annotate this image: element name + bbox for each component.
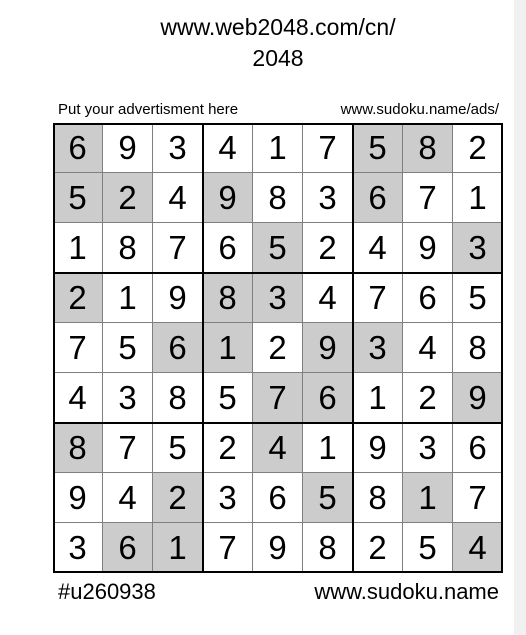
sudoku-cell-r9c9[interactable]: 4 [453,523,503,573]
sudoku-cell-r6c6[interactable]: 6 [303,373,353,423]
sudoku-cell-r5c9[interactable]: 8 [453,323,503,373]
sudoku-cell-r7c9[interactable]: 6 [453,423,503,473]
sudoku-cell-r3c7[interactable]: 4 [353,223,403,273]
sudoku-cell-r2c8[interactable]: 7 [403,173,453,223]
sudoku-cell-r4c5[interactable]: 3 [253,273,303,323]
sudoku-cell-r9c5[interactable]: 9 [253,523,303,573]
sudoku-cell-r6c2[interactable]: 3 [103,373,153,423]
sudoku-cell-r9c3[interactable]: 1 [153,523,203,573]
sudoku-cell-r9c8[interactable]: 5 [403,523,453,573]
sudoku-cell-r5c2[interactable]: 5 [103,323,153,373]
sudoku-cell-r2c7[interactable]: 6 [353,173,403,223]
sudoku-cell-r2c9[interactable]: 1 [453,173,503,223]
sudoku-cell-r7c4[interactable]: 2 [203,423,253,473]
sudoku-cell-r2c4[interactable]: 9 [203,173,253,223]
sudoku-cell-r1c2[interactable]: 9 [103,123,153,173]
site-url[interactable]: www.web2048.com/cn/ [160,14,396,40]
sudoku-cell-r8c9[interactable]: 7 [453,473,503,523]
sudoku-cell-r8c2[interactable]: 4 [103,473,153,523]
sudoku-cell-r4c8[interactable]: 6 [403,273,453,323]
sudoku-cell-r1c6[interactable]: 7 [303,123,353,173]
sudoku-cell-r2c1[interactable]: 5 [53,173,103,223]
sudoku-cell-r8c6[interactable]: 5 [303,473,353,523]
sudoku-cell-r5c3[interactable]: 6 [153,323,203,373]
sudoku-cell-r3c8[interactable]: 9 [403,223,453,273]
sudoku-cell-r4c9[interactable]: 5 [453,273,503,323]
sudoku-cell-r5c7[interactable]: 3 [353,323,403,373]
sudoku-cell-r4c2[interactable]: 1 [103,273,153,323]
puzzle-id: #u260938 [58,579,156,604]
sudoku-cell-r1c5[interactable]: 1 [253,123,303,173]
sudoku-cell-r1c4[interactable]: 4 [203,123,253,173]
page-edge-strip [514,0,526,635]
sudoku-cell-r2c3[interactable]: 4 [153,173,203,223]
sudoku-cell-r7c2[interactable]: 7 [103,423,153,473]
sudoku-cell-r6c1[interactable]: 4 [53,373,103,423]
sudoku-cell-r7c6[interactable]: 1 [303,423,353,473]
sudoku-cell-r9c6[interactable]: 8 [303,523,353,573]
sudoku-cell-r5c4[interactable]: 1 [203,323,253,373]
sudoku-cell-r8c1[interactable]: 9 [53,473,103,523]
sudoku-cell-r9c4[interactable]: 7 [203,523,253,573]
sudoku-cell-r1c8[interactable]: 8 [403,123,453,173]
sudoku-cell-r6c4[interactable]: 5 [203,373,253,423]
sudoku-cell-r1c3[interactable]: 3 [153,123,203,173]
sudoku-cell-r6c8[interactable]: 2 [403,373,453,423]
sudoku-cell-r8c5[interactable]: 6 [253,473,303,523]
page-subtitle: 2048 [252,45,304,71]
sudoku-cell-r8c4[interactable]: 3 [203,473,253,523]
sudoku-cell-r5c1[interactable]: 7 [53,323,103,373]
sudoku-cell-r5c6[interactable]: 9 [303,323,353,373]
sudoku-cell-r3c6[interactable]: 2 [303,223,353,273]
sudoku-cell-r6c3[interactable]: 8 [153,373,203,423]
sudoku-cell-r1c9[interactable]: 2 [453,123,503,173]
sudoku-cell-r7c5[interactable]: 4 [253,423,303,473]
advertisement-text: Put your advertisment here [58,101,239,118]
sudoku-cell-r4c6[interactable]: 4 [303,273,353,323]
sudoku-cell-r6c7[interactable]: 1 [353,373,403,423]
sudoku-cell-r4c3[interactable]: 9 [153,273,203,323]
sudoku-cell-r8c8[interactable]: 1 [403,473,453,523]
sudoku-cell-r7c1[interactable]: 8 [53,423,103,473]
sudoku-cell-r9c7[interactable]: 2 [353,523,403,573]
sudoku-cell-r2c5[interactable]: 8 [253,173,303,223]
sudoku-cell-r9c1[interactable]: 3 [53,523,103,573]
sudoku-cell-r3c4[interactable]: 6 [203,223,253,273]
sudoku-cell-r8c7[interactable]: 8 [353,473,403,523]
sudoku-cell-r2c2[interactable]: 2 [103,173,153,223]
sudoku-cell-r4c1[interactable]: 2 [53,273,103,323]
sudoku-cell-r3c1[interactable]: 1 [53,223,103,273]
sudoku-cell-r3c2[interactable]: 8 [103,223,153,273]
sudoku-cell-r2c6[interactable]: 3 [303,173,353,223]
sudoku-cell-r7c3[interactable]: 5 [153,423,203,473]
sudoku-cell-r4c4[interactable]: 8 [203,273,253,323]
sudoku-cell-r7c8[interactable]: 3 [403,423,453,473]
sudoku-cell-r6c5[interactable]: 7 [253,373,303,423]
sudoku-cell-r4c7[interactable]: 7 [353,273,403,323]
sudoku-cell-r1c1[interactable]: 6 [53,123,103,173]
sudoku-cell-r3c5[interactable]: 5 [253,223,303,273]
sudoku-cell-r7c7[interactable]: 9 [353,423,403,473]
footer-site-url[interactable]: www.sudoku.name [314,579,499,604]
sudoku-cell-r1c7[interactable]: 5 [353,123,403,173]
sudoku-cell-r5c5[interactable]: 2 [253,323,303,373]
sudoku-cell-r6c9[interactable]: 9 [453,373,503,423]
sudoku-grid [53,123,503,573]
ads-link[interactable]: www.sudoku.name/ads/ [340,101,499,118]
sudoku-cell-r3c9[interactable]: 3 [453,223,503,273]
sudoku-cell-r8c3[interactable]: 2 [153,473,203,523]
sudoku-cell-r9c2[interactable]: 6 [103,523,153,573]
sudoku-cell-r5c8[interactable]: 4 [403,323,453,373]
sudoku-cell-r3c3[interactable]: 7 [153,223,203,273]
